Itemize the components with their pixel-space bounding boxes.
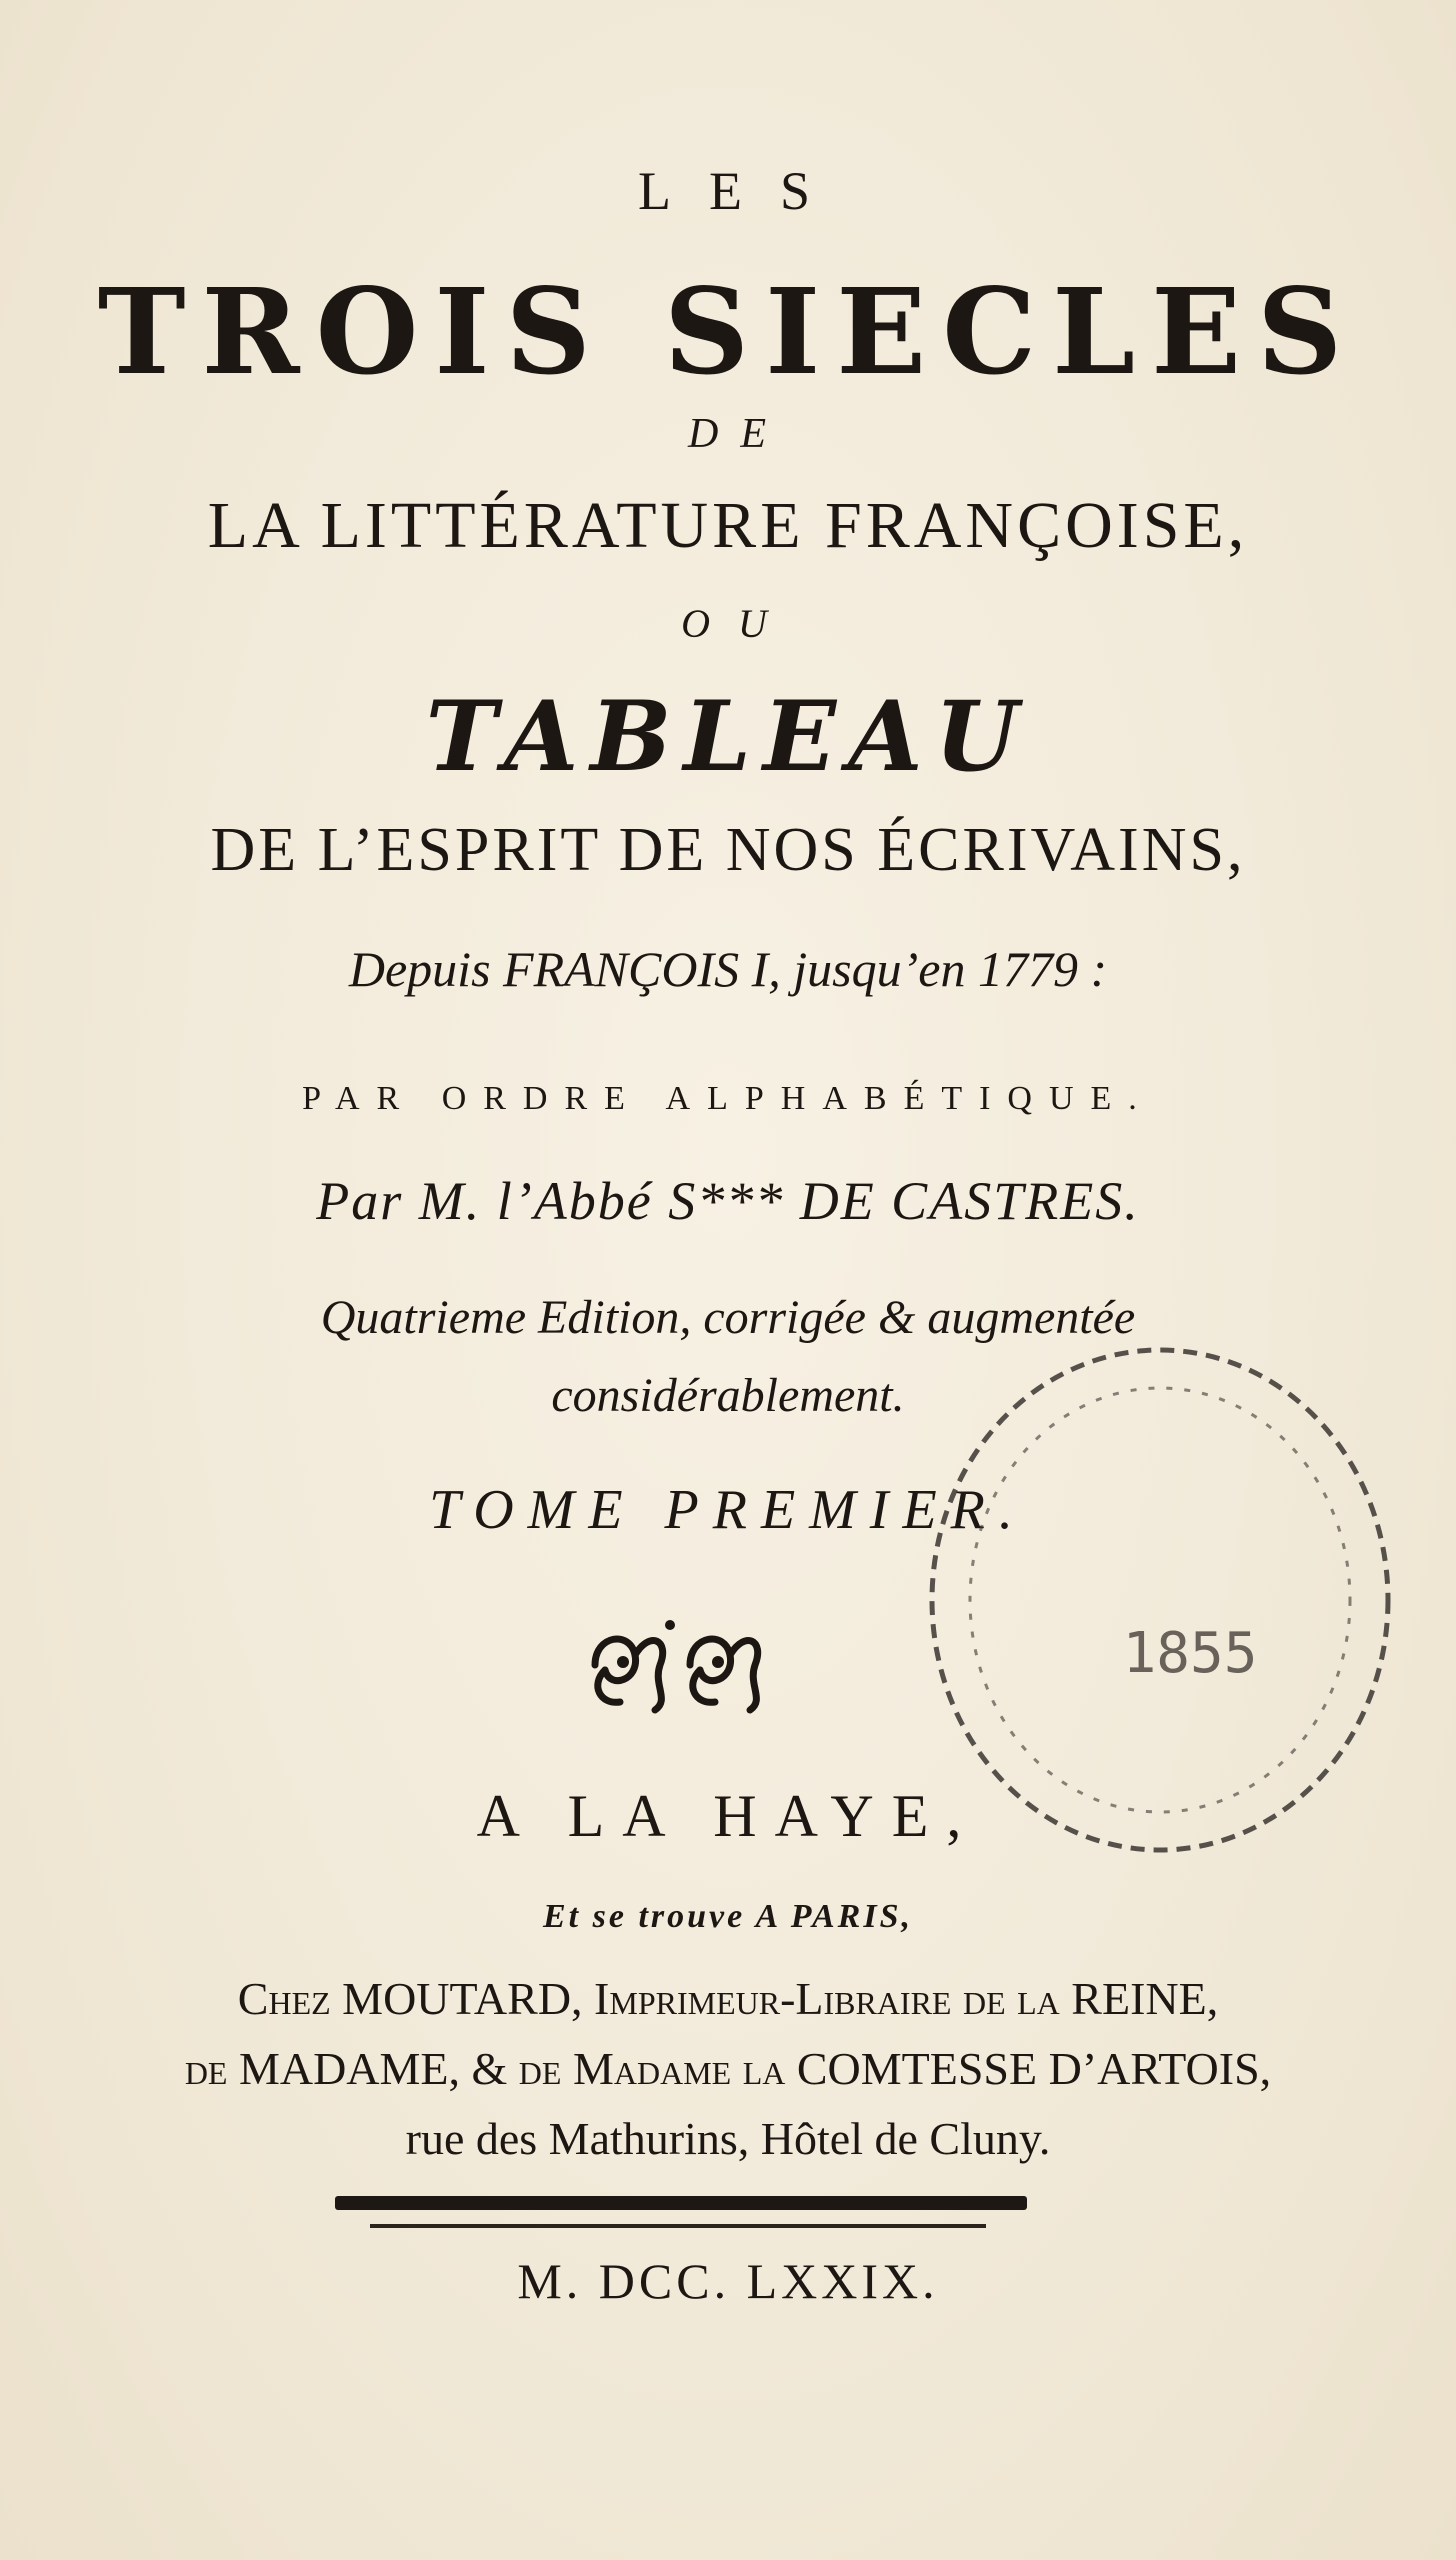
publisher-line-3: rue des Mathurins, Hôtel de Cluny. bbox=[405, 2113, 1051, 2164]
heading-ou: OU bbox=[681, 601, 795, 646]
heading-tableau: TABLEAU bbox=[425, 680, 1031, 793]
rule-thick bbox=[335, 2196, 1027, 2210]
volume-line: TOME PREMIER. bbox=[429, 1479, 1027, 1541]
library-stamp-icon bbox=[890, 1300, 1410, 1880]
heading-les: LES bbox=[637, 161, 848, 221]
heading-de: DE bbox=[688, 411, 788, 457]
stamp-year: 1855 bbox=[1122, 1621, 1258, 1686]
heading-esprit: DE L’ESPRIT DE NOS ÉCRIVAINS, bbox=[210, 816, 1246, 884]
author-line: Par M. l’Abbé S*** DE CASTRES. bbox=[316, 1171, 1140, 1231]
imprint-city: A LA HAYE, bbox=[476, 1783, 980, 1849]
edition-line-2: considérablement. bbox=[551, 1369, 905, 1422]
subtitle-ordre: PAR ORDRE ALPHABÉTIQUE. bbox=[302, 1080, 1154, 1117]
rule-thin bbox=[370, 2224, 986, 2228]
heading-trois-siecles: TROIS SIECLES bbox=[97, 262, 1359, 401]
publisher-line-2: de MADAME, & de Madame la COMTESSE D’ARTOIS, bbox=[184, 2043, 1272, 2094]
imprint-trouve: Et se trouve A PARIS, bbox=[543, 1898, 913, 1935]
publisher-line-1: Chez MOUTARD, Imprimeur-Libraire de la REINE, bbox=[237, 1973, 1219, 2024]
edition-line: Quatrieme Edition, corrigée & augmentée bbox=[320, 1291, 1136, 1344]
fleuron-ornament-icon bbox=[575, 1610, 775, 1720]
imprint-date: M. DCC. LXXIX. bbox=[517, 2253, 939, 2309]
subtitle-depuis: Depuis FRANÇOIS I, jusqu’en 1779 : bbox=[348, 941, 1108, 997]
heading-litterature: LA LITTÉRATURE FRANÇOISE, bbox=[207, 489, 1249, 562]
